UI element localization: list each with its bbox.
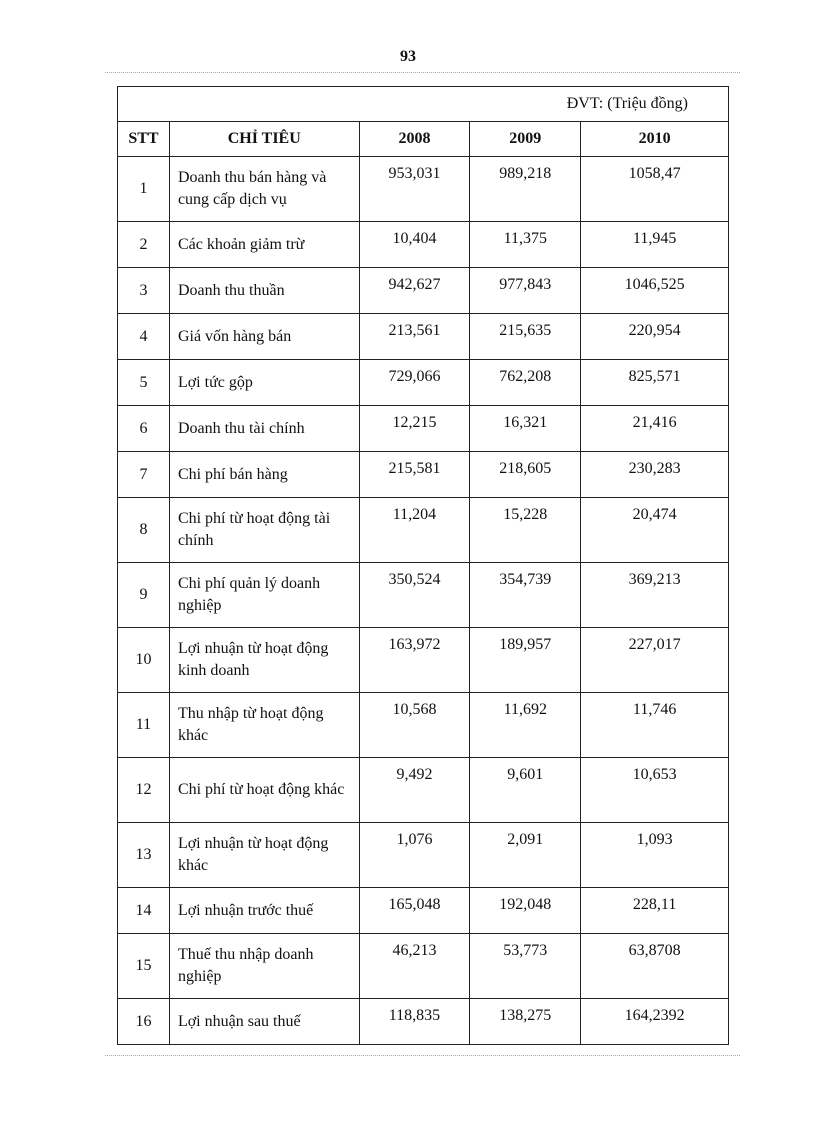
row-value-2010: 63,8708 [581,934,729,999]
row-value-2010: 220,954 [581,314,729,360]
row-value-2010: 230,283 [581,452,729,498]
row-indicator-name: Lợi nhuận trước thuế [169,888,359,934]
table-row [118,360,729,406]
row-value-2009: 218,605 [470,452,581,498]
table-row [118,628,729,693]
row-indicator-name: Chi phí từ hoạt động khác [169,758,359,823]
row-value-2008: 11,204 [359,498,470,563]
row-stt: 4 [118,314,170,360]
table-row [118,888,729,934]
row-value-2008: 942,627 [359,268,470,314]
row-indicator-name: Lợi tức gộp [169,360,359,406]
header-divider [105,72,740,73]
row-stt: 14 [118,888,170,934]
row-indicator-name: Lợi nhuận sau thuế [169,999,359,1045]
row-value-2008: 1,076 [359,823,470,888]
row-value-2010: 21,416 [581,406,729,452]
row-indicator-name: Giá vốn hàng bán [169,314,359,360]
row-value-2010: 825,571 [581,360,729,406]
row-value-2009: 2,091 [470,823,581,888]
header-stt: STT [118,122,170,157]
row-value-2010: 164,2392 [581,999,729,1045]
row-value-2008: 953,031 [359,157,470,222]
row-value-2008: 118,835 [359,999,470,1045]
row-stt: 9 [118,563,170,628]
header-indicator: CHỈ TIÊU [169,122,359,157]
row-indicator-name: Doanh thu bán hàng và cung cấp dịch vụ [169,157,359,222]
footer-divider [105,1055,740,1056]
unit-label: ĐVT: (Triệu đồng) [118,87,729,122]
row-value-2008: 350,524 [359,563,470,628]
row-value-2008: 46,213 [359,934,470,999]
row-stt: 15 [118,934,170,999]
row-value-2009: 762,208 [470,360,581,406]
row-value-2010: 1,093 [581,823,729,888]
row-value-2009: 11,692 [470,693,581,758]
row-value-2008: 9,492 [359,758,470,823]
row-value-2009: 138,275 [470,999,581,1045]
row-stt: 12 [118,758,170,823]
header-2010: 2010 [581,122,729,157]
row-indicator-name: Chi phí quản lý doanh nghiệp [169,563,359,628]
row-indicator-name: Doanh thu tài chính [169,406,359,452]
row-value-2010: 1058,47 [581,157,729,222]
row-indicator-name: Lợi nhuận từ hoạt động khác [169,823,359,888]
row-stt: 2 [118,222,170,268]
table-row [118,406,729,452]
row-stt: 11 [118,693,170,758]
row-value-2009: 189,957 [470,628,581,693]
row-stt: 16 [118,999,170,1045]
row-stt: 3 [118,268,170,314]
table-row [118,823,729,888]
row-value-2008: 215,581 [359,452,470,498]
row-value-2009: 989,218 [470,157,581,222]
row-value-2008: 12,215 [359,406,470,452]
row-value-2010: 228,11 [581,888,729,934]
row-stt: 1 [118,157,170,222]
table-row [118,758,729,823]
row-stt: 8 [118,498,170,563]
row-value-2009: 15,228 [470,498,581,563]
row-stt: 13 [118,823,170,888]
row-indicator-name: Thuế thu nhập doanh nghiệp [169,934,359,999]
row-value-2009: 215,635 [470,314,581,360]
row-stt: 5 [118,360,170,406]
row-value-2010: 11,945 [581,222,729,268]
row-value-2008: 165,048 [359,888,470,934]
table-row [118,314,729,360]
row-stt: 7 [118,452,170,498]
row-value-2009: 977,843 [470,268,581,314]
row-value-2009: 11,375 [470,222,581,268]
table-row [118,498,729,563]
row-value-2010: 227,017 [581,628,729,693]
row-value-2008: 213,561 [359,314,470,360]
unit-row [118,87,729,122]
row-stt: 10 [118,628,170,693]
row-value-2008: 729,066 [359,360,470,406]
table-row [118,934,729,999]
row-value-2009: 192,048 [470,888,581,934]
financial-table [117,86,729,1045]
header-row [118,122,729,157]
row-value-2009: 16,321 [470,406,581,452]
page-number: 93 [400,48,416,65]
row-value-2010: 20,474 [581,498,729,563]
row-value-2009: 9,601 [470,758,581,823]
row-value-2010: 11,746 [581,693,729,758]
row-value-2009: 354,739 [470,563,581,628]
row-indicator-name: Các khoản giảm trừ [169,222,359,268]
row-value-2008: 10,568 [359,693,470,758]
row-value-2010: 1046,525 [581,268,729,314]
table-row [118,268,729,314]
table-row [118,452,729,498]
table-row [118,999,729,1045]
header-2009: 2009 [470,122,581,157]
row-value-2009: 53,773 [470,934,581,999]
table-row [118,157,729,222]
row-indicator-name: Chi phí từ hoạt động tài chính [169,498,359,563]
row-stt: 6 [118,406,170,452]
row-indicator-name: Thu nhập từ hoạt động khác [169,693,359,758]
row-indicator-name: Chi phí bán hàng [169,452,359,498]
row-value-2010: 10,653 [581,758,729,823]
row-value-2010: 369,213 [581,563,729,628]
table-row [118,563,729,628]
table-row [118,693,729,758]
row-value-2008: 163,972 [359,628,470,693]
header-2008: 2008 [359,122,470,157]
row-value-2008: 10,404 [359,222,470,268]
table-row [118,222,729,268]
row-indicator-name: Doanh thu thuần [169,268,359,314]
row-indicator-name: Lợi nhuận từ hoạt động kinh doanh [169,628,359,693]
